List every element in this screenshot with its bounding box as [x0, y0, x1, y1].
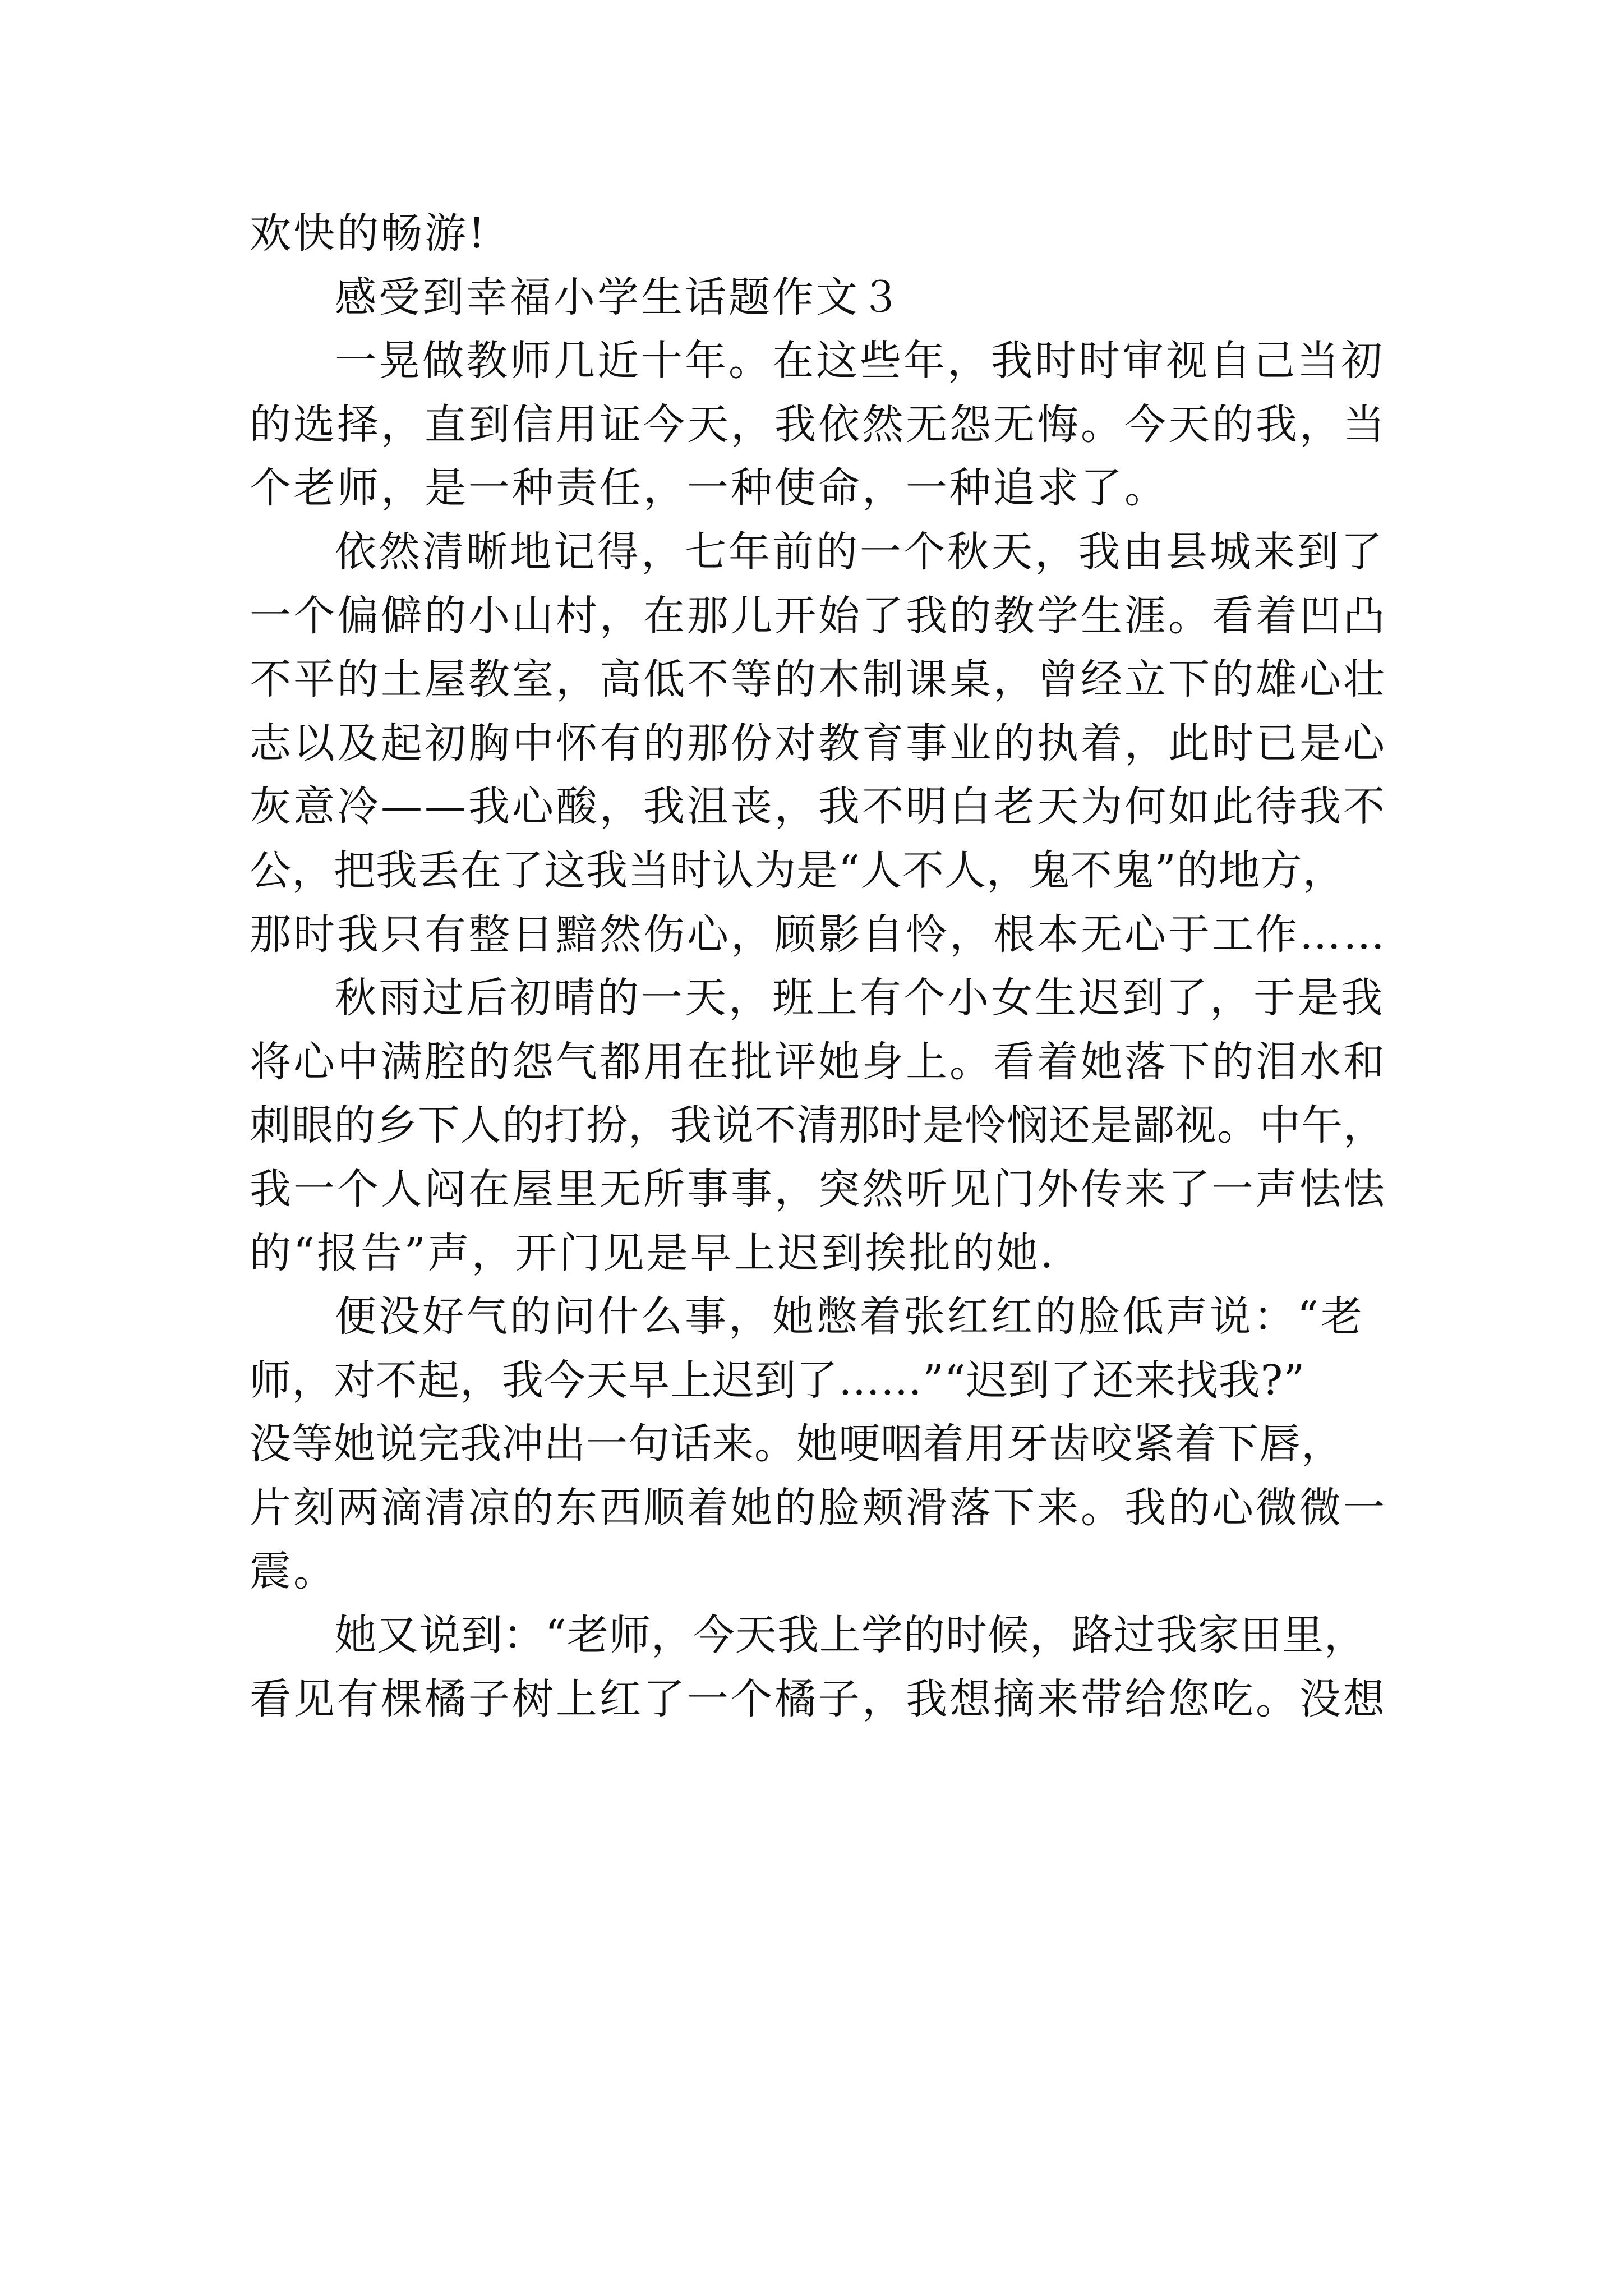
- text-line: 欢快的畅游!: [250, 209, 487, 257]
- text-line: 片刻两滴清凉的东西顺着她的脸颊滑落下来。我的心微微一: [250, 1483, 1387, 1532]
- text-line: 刺眼的乡下人的打扮，我说不清那时是怜悯还是鄙视。中午，: [250, 1101, 1385, 1150]
- text-line: 将心中满腔的怨气都用在批评她身上。看着她落下的泪水和: [250, 1037, 1387, 1086]
- text-line: 依然清晰地记得，七年前的一个秋天，我由县城来到了: [335, 527, 1385, 576]
- text-line: 灰意冷——我心酸，我沮丧，我不明白老天为何如此待我不: [250, 783, 1387, 831]
- text-line: 公，把我丢在了这我当时认为是“人不人，鬼不鬼”的地方，: [250, 846, 1345, 895]
- text-line: 便没好气的问什么事，她憋着张红红的脸低声说：“老: [335, 1292, 1364, 1341]
- text-line: 师，对不起，我今天早上迟到了……”“迟到了还来找我?”: [250, 1356, 1306, 1405]
- text-line: 个老师，是一种责任，一种使命，一种追求了。: [250, 464, 1168, 513]
- text-line: 看见有棵橘子树上红了一个橘子，我想摘来带给您吃。没想: [250, 1674, 1387, 1723]
- text-line: 震。: [250, 1547, 337, 1596]
- text-line: 那时我只有整日黯然伤心，顾影自怜，根本无心于工作……: [250, 910, 1387, 959]
- text-line: 的选择，直到信用证今天，我依然无怨无悔。今天的我，当: [250, 400, 1387, 449]
- text-line: 一晃做教师几近十年。在这些年，我时时审视自己当初: [335, 337, 1385, 385]
- text-line: 我一个人闷在屋里无所事事，突然听见门外传来了一声怯怯: [250, 1165, 1387, 1213]
- text-line: 她又说到：“老师，今天我上学的时候，路过我家田里，: [335, 1611, 1366, 1660]
- text-line: 没等她说完我冲出一句话来。她哽咽着用牙齿咬紧着下唇，: [250, 1420, 1343, 1469]
- text-line: 志以及起初胸中怀有的那份对教育事业的执着，此时已是心: [250, 719, 1387, 767]
- essay-title: 感受到幸福小学生话题作文３: [335, 273, 903, 321]
- text-line: 不平的土屋教室，高低不等的木制课桌，曾经立下的雄心壮: [250, 655, 1387, 704]
- text-line: 的“报告”声，开门见是早上迟到挨批的她.: [250, 1228, 1056, 1277]
- essay-text-block: [250, 202, 1387, 1731]
- text-line: 一个偏僻的小山村，在那儿开始了我的教学生涯。看着凹凸: [250, 591, 1387, 640]
- text-line: 秋雨过后初晴的一天，班上有个小女生迟到了，于是我: [335, 974, 1385, 1023]
